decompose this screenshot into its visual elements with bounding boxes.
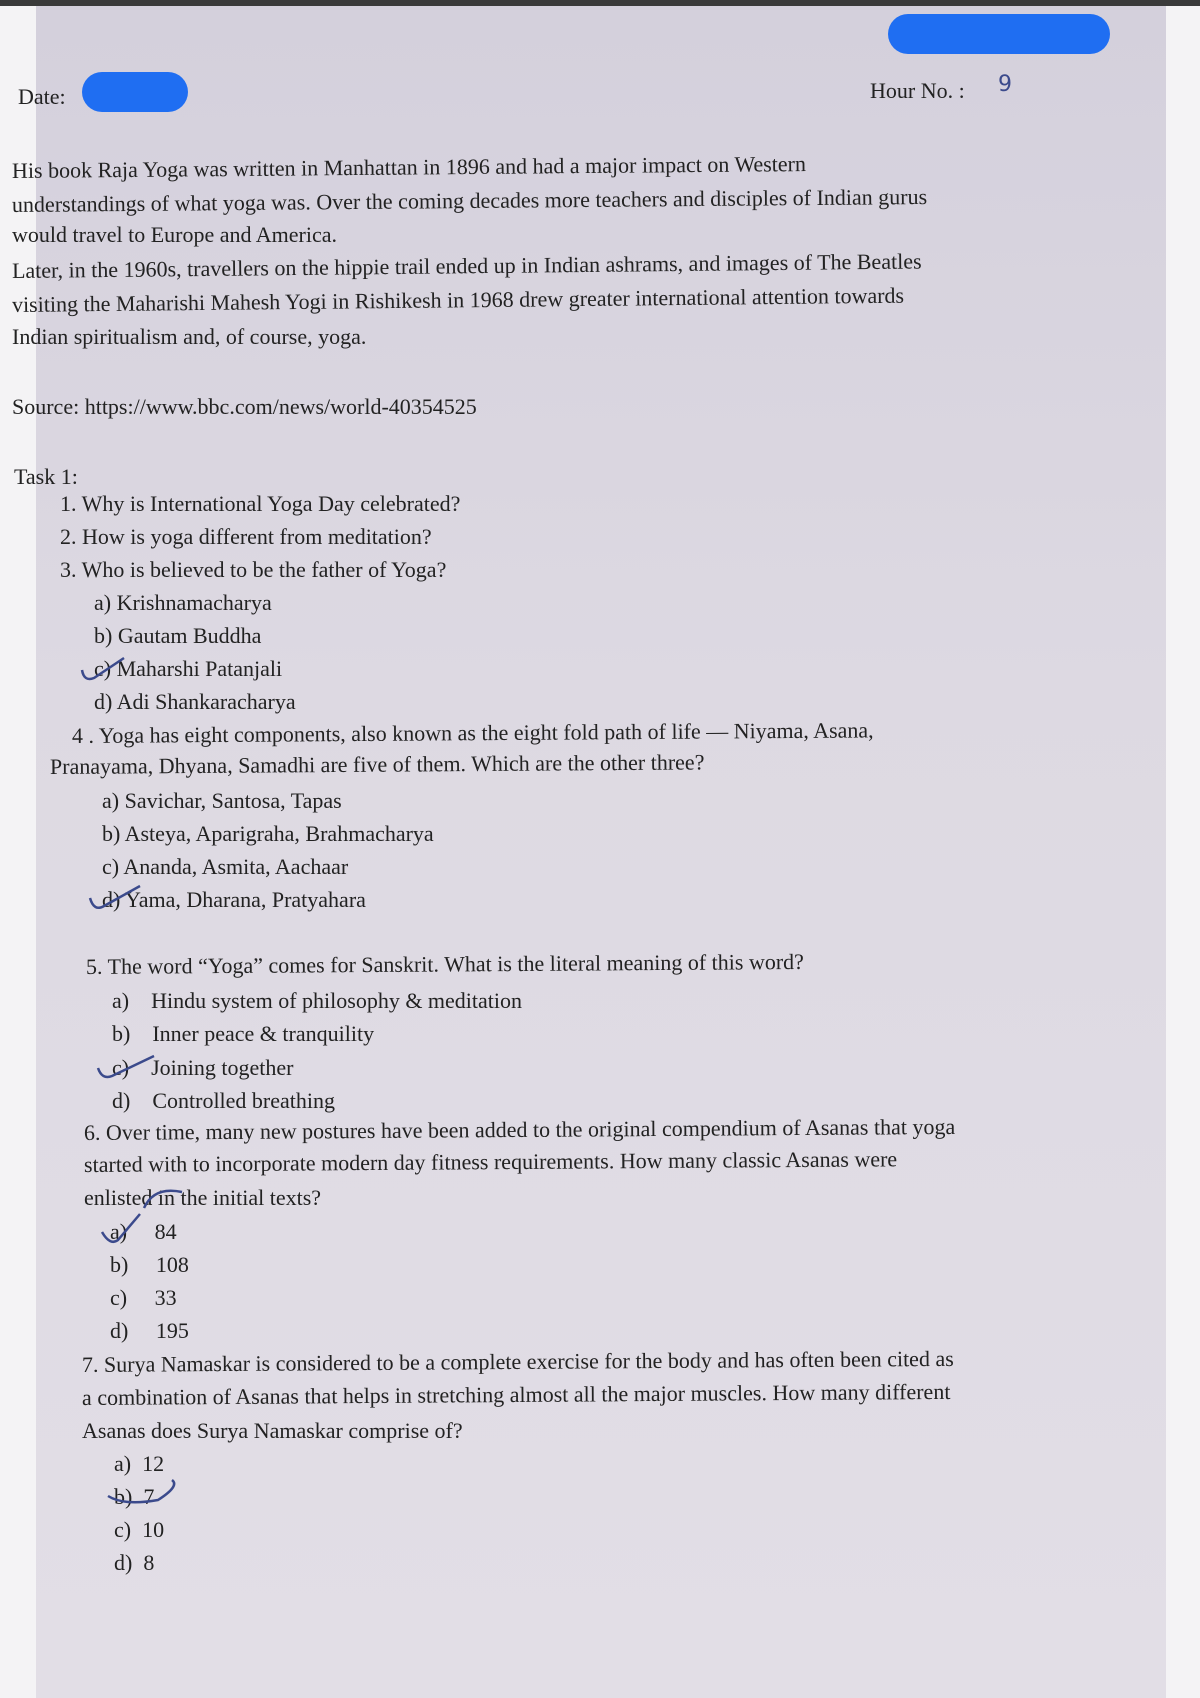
q7-option-c: c) 10 [114, 1517, 165, 1542]
q6-option-a: a) 84 [110, 1219, 177, 1244]
question-3: 3. Who is believed to be the father of Yoga? [60, 557, 447, 582]
q3-option-c: c) Maharshi Patanjali [94, 656, 283, 681]
task-title: Task 1: [14, 464, 78, 489]
q3-option-a: a) Krishnamacharya [94, 590, 272, 615]
check-mark-icon [86, 884, 146, 918]
q6-option-b: b) 108 [110, 1252, 189, 1277]
check-mark-icon [94, 1052, 160, 1086]
passage-line: His book Raja Yoga was written in Manhattan in 1896 and had a major impact on Western [11, 151, 807, 183]
q3-option-b: b) Gautam Buddha [94, 623, 262, 648]
q3-option-d: d) Adi Shankaracharya [94, 689, 296, 714]
passage-line: visiting the Maharishi Mahesh Yogi in Rishikesh in 1968 drew greater international attention towards [11, 282, 905, 317]
q6-option-d: d) 195 [110, 1318, 189, 1343]
passage-line: Later, in the 1960s, travellers on the hippie trail ended up in Indian ashrams, and images of The Beatles [11, 248, 922, 283]
q5-option-c: c) Joining together [112, 1055, 294, 1080]
check-mark-icon [78, 654, 138, 688]
question-7-line-1: 7. Surya Namaskar is considered to be a complete exercise for the body and has often been cited as [81, 1345, 954, 1377]
check-mark-icon [96, 1212, 146, 1252]
question-7-line-3: Asanas does Surya Namaskar comprise of? [82, 1418, 463, 1443]
question-6-line-2: started with to incorporate modern day fitness requirements. How many classic Asanas were [83, 1146, 898, 1177]
passage-line: understandings of what yoga was. Over the coming decades more teachers and disciples of Indian gurus [11, 184, 928, 217]
question-6-line-1: 6. Over time, many new postures have been added to the original compendium of Asanas that yoga [83, 1113, 956, 1145]
q4-option-d: d) Yama, Dharana, Pratyahara [102, 887, 366, 912]
question-4-line-1: 4 . Yoga has eight components, also known as the eight fold path of life — Niyama, Asana, [71, 717, 874, 748]
check-mark-icon [104, 1476, 184, 1512]
q7-option-a: a) 12 [114, 1451, 165, 1476]
source-line: Source: https://www.bbc.com/news/world-40354525 [12, 394, 477, 419]
question-7-line-2: a combination of Asanas that helps in stretching almost all the major muscles. How many different [81, 1378, 951, 1410]
hour-label: Hour No. : [870, 78, 965, 103]
right-scan-margin [1166, 0, 1200, 1698]
circle-mark-icon [140, 1182, 186, 1212]
hour-value-handwritten: 9 [998, 72, 1012, 97]
date-label: Date: [18, 84, 66, 109]
question-5: 5. The word “Yoga” comes for Sanskrit. What is the literal meaning of this word? [85, 948, 804, 979]
q5-option-b: b) Inner peace & tranquility [112, 1021, 375, 1046]
q7-option-d: d) 8 [114, 1550, 155, 1575]
question-6-line-3: enlisted in the initial texts? [84, 1185, 322, 1210]
passage-line: Indian spiritualism and, of course, yoga. [12, 324, 367, 349]
q4-option-b: b) Asteya, Aparigraha, Brahmacharya [102, 821, 434, 846]
q6-option-c: c) 33 [110, 1285, 177, 1310]
passage-line: would travel to Europe and America. [12, 222, 338, 247]
q5-option-a: a) Hindu system of philosophy & meditation [112, 988, 523, 1013]
q4-option-a: a) Savichar, Santosa, Tapas [102, 788, 342, 813]
question-1: 1. Why is International Yoga Day celebrated? [60, 491, 461, 516]
question-4-line-2: Pranayama, Dhyana, Samadhi are five of them. Which are the other three? [49, 749, 705, 779]
left-scan-margin [0, 0, 36, 1698]
redaction-top-right [888, 14, 1110, 54]
question-2: 2. How is yoga different from meditation? [60, 524, 432, 549]
redaction-date [82, 72, 188, 112]
q7-option-b: b) 7 [114, 1484, 155, 1509]
q5-option-d: d) Controlled breathing [112, 1088, 336, 1113]
q4-option-c: c) Ananda, Asmita, Aachaar [102, 854, 349, 879]
